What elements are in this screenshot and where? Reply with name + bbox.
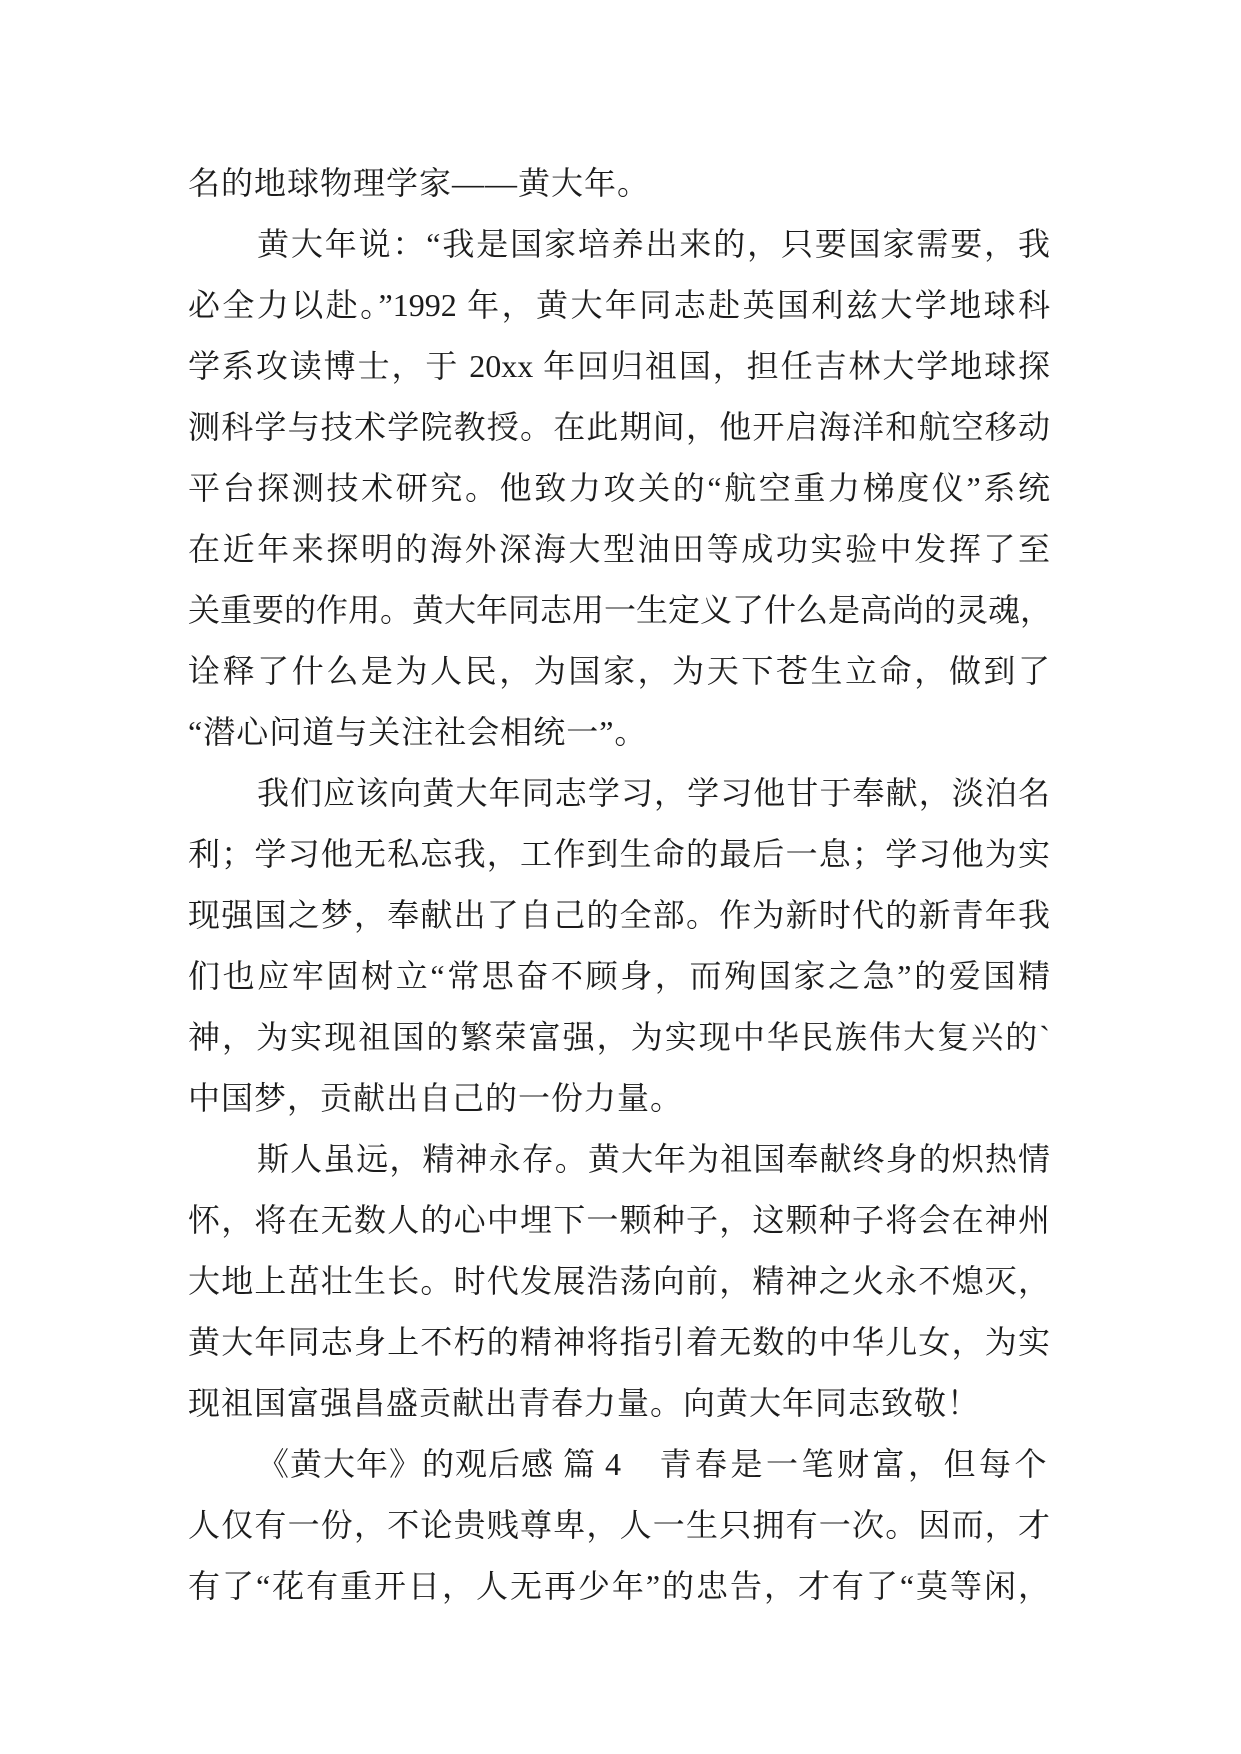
text-line: 青春是一笔财富，但每个 [659,1446,1050,1482]
text-line: 神，为实现祖国的繁荣富强，为实现中华民族伟大复兴的` [188,1019,1050,1055]
text-line: 人仅有一份，不论贵贱尊卑，人一生只拥有一次。因而，才 [188,1507,1050,1543]
text-line: 名的地球物理学家——黄大年。 [188,165,651,201]
paragraph [188,214,1053,763]
text-line: 中国梦，贡献出自己的一份力量。 [188,1080,684,1116]
text-line: 现祖国富强昌盛贡献出青春力量。向黄大年同志致敬！ [188,1385,981,1421]
text-line: 必全力以赴。”1992 年，黄大年同志赴英国利兹大学地球科 [188,287,1050,323]
section-heading-row [188,1434,1050,1495]
text-line: 们也应牢固树立“常思奋不顾身，而殉国家之急”的爱国精 [188,958,1050,994]
text-line: 有了“花有重开日，人无再少年”的忠告，才有了“莫等闲， [188,1568,1050,1604]
text-line: 在近年来探明的海外深海大型油田等成功实验中发挥了至 [188,531,1050,567]
section [188,1434,1050,1617]
text-line: 平台探测技术研究。他致力攻关的“航空重力梯度仪”系统 [188,470,1050,506]
text-line: “潜心问道与关注社会相统一”。 [188,714,648,750]
text-line: 大地上茁壮生长。时代发展浩荡向前，精神之火永不熄灭， [188,1263,1050,1299]
text-line: 关重要的作用。黄大年同志用一生定义了什么是高尚的灵魂， [188,592,1053,628]
body-text [188,153,1053,1617]
text-line: 黄大年说：“我是国家培养出来的，只要国家需要，我 [257,226,1050,262]
paragraph [188,1129,1050,1434]
text-line: 黄大年同志身上不朽的精神将指引着无数的中华儿女，为实 [188,1324,1050,1360]
text-line: 怀，将在无数人的心中埋下一颗种子，这颗种子将会在神州 [188,1202,1050,1238]
paragraph [188,763,1050,1129]
text-line: 斯人虽远，精神永存。黄大年为祖国奉献终身的炽热情 [257,1141,1050,1177]
text-line: 利；学习他无私忘我，工作到生命的最后一息；学习他为实 [188,836,1050,872]
section-heading: 《黄大年》的观后感 篇 4 [257,1446,623,1482]
text-line: 我们应该向黄大年同志学习，学习他甘于奉献，淡泊名 [257,775,1050,811]
text-line: 测科学与技术学院教授。在此期间，他开启海洋和航空移动 [188,409,1050,445]
text-line: 现强国之梦，奉献出了自己的全部。作为新时代的新青年我 [188,897,1050,933]
paragraph [188,153,1050,214]
text-line: 学系攻读博士，于 20xx 年回归祖国，担任吉林大学地球探 [188,348,1050,384]
text-line: 诠释了什么是为人民，为国家，为天下苍生立命，做到了 [188,653,1050,689]
